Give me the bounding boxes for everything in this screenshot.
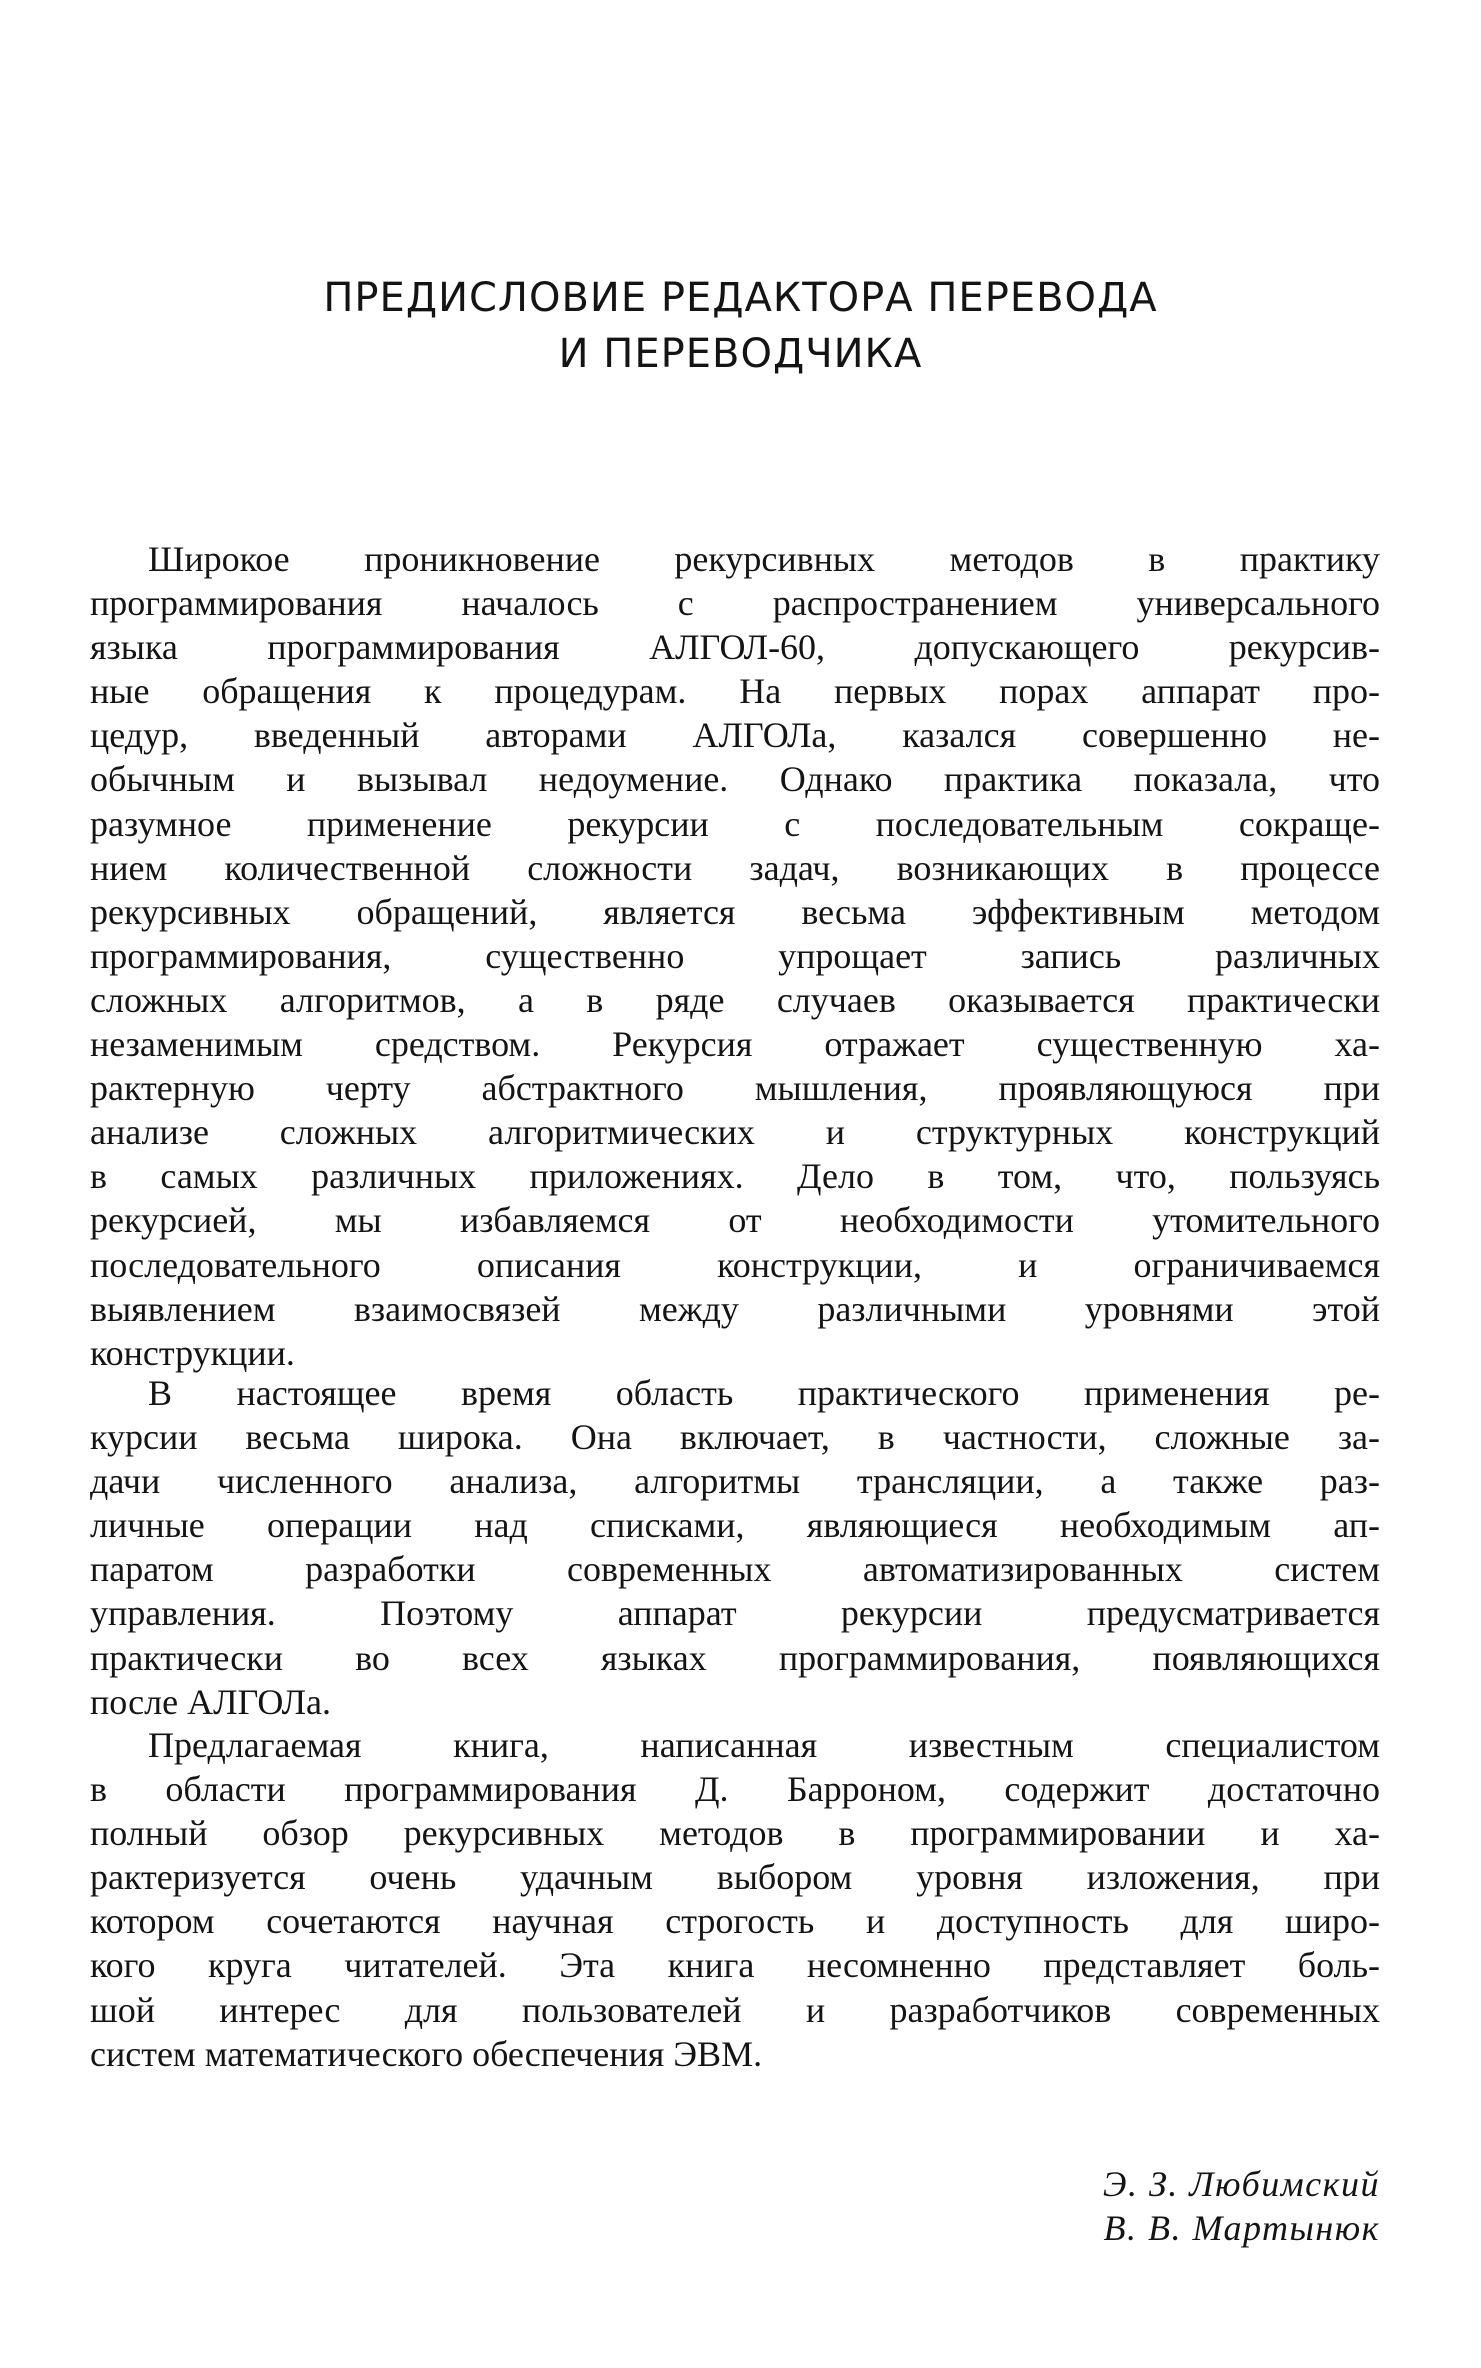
text-line: систем математического обеспечения ЭВМ. xyxy=(90,2033,763,2074)
text-line: нием количественной сложности задач, возникающих в процессе xyxy=(90,847,1380,888)
text-line: дачи численного анализа, алгоритмы трансляции, а также раз- xyxy=(90,1461,1380,1502)
text-line: Предлагаемая книга, написанная известным специалистом xyxy=(148,1725,1380,1765)
text-line: программирования началось с распространением универсального xyxy=(90,583,1380,624)
text-line: Широкое проникновение рекурсивных методов в практику xyxy=(148,539,1380,579)
text-line: выявлением взаимосвязей между различными уровнями этой xyxy=(90,1288,1380,1329)
text-line: незаменимым средством. Рекурсия отражает существенную ха- xyxy=(90,1024,1380,1065)
text-line: рактеризуется очень удачным выбором уровня изложения, при xyxy=(90,1857,1380,1898)
page-title-line-1: ПРЕДИСЛОВИЕ РЕДАКТОРА ПЕРЕВОДА xyxy=(323,275,1158,321)
page-title-line-2: И ПЕРЕВОДЧИКА xyxy=(558,331,923,377)
text-line: цедур, введенный авторами АЛГОЛа, казался совершенно не- xyxy=(90,715,1380,756)
text-line: рекурсивных обращений, является весьма эффективным методом xyxy=(90,891,1380,932)
text-line: рекурсией, мы избавляемся от необходимости утомительного xyxy=(90,1200,1380,1241)
text-line: сложных алгоритмов, а в ряде случаев оказывается практически xyxy=(90,979,1380,1020)
text-line: разумное применение рекурсии с последовательным сокраще- xyxy=(90,803,1380,844)
text-line: курсии весьма широка. Она включает, в частности, сложные за- xyxy=(90,1417,1380,1458)
text-line: обычным и вызывал недоумение. Однако практика показала, что xyxy=(90,759,1380,800)
text-line: полный обзор рекурсивных методов в программировании и ха- xyxy=(90,1813,1380,1854)
text-line: языка программирования АЛГОЛ-60, допускающего рекурсив- xyxy=(90,627,1380,668)
text-line: личные операции над списками, являющиеся необходимым ап- xyxy=(90,1505,1380,1546)
text-line: последовательного описания конструкции, и ограничиваемся xyxy=(90,1244,1380,1285)
text-line: шой интерес для пользователей и разработчиков современных xyxy=(90,1989,1380,2030)
text-line: в области программирования Д. Барроном, содержит достаточно xyxy=(90,1769,1380,1810)
text-line: конструкции. xyxy=(90,1332,295,1373)
signature-lyubimsky: Э. З. Любимский xyxy=(1102,2164,1380,2204)
text-line: кого круга читателей. Эта книга несомненно представляет боль- xyxy=(90,1945,1380,1986)
text-line: В настоящее время область практического применения ре- xyxy=(148,1373,1380,1413)
text-line: после АЛГОЛа. xyxy=(90,1681,332,1722)
text-line: паратом разработки современных автоматизированных систем xyxy=(90,1549,1380,1590)
text-line: в самых различных приложениях. Дело в том, что, пользуясь xyxy=(90,1156,1380,1197)
text-line: рактерную черту абстрактного мышления, проявляющуюся при xyxy=(90,1068,1380,1109)
paragraph-1 xyxy=(90,537,1380,1375)
paragraph-2 xyxy=(90,1371,1380,1724)
text-line: управления. Поэтому аппарат рекурсии предусматривается xyxy=(90,1593,1380,1634)
text-line: анализе сложных алгоритмических и структурных конструкций xyxy=(90,1112,1380,1153)
signature-martynyuk: В. В. Мартынюк xyxy=(1103,2208,1380,2248)
text-line: котором сочетаются научная строгость и доступность для широ- xyxy=(90,1901,1380,1942)
text-line: практически во всех языках программирования, появляющихся xyxy=(90,1637,1380,1678)
paragraph-3 xyxy=(90,1723,1380,2076)
text-line: программирования, существенно упрощает запись различных xyxy=(90,935,1380,976)
text-line: ные обращения к процедурам. На первых порах аппарат про- xyxy=(90,671,1380,712)
